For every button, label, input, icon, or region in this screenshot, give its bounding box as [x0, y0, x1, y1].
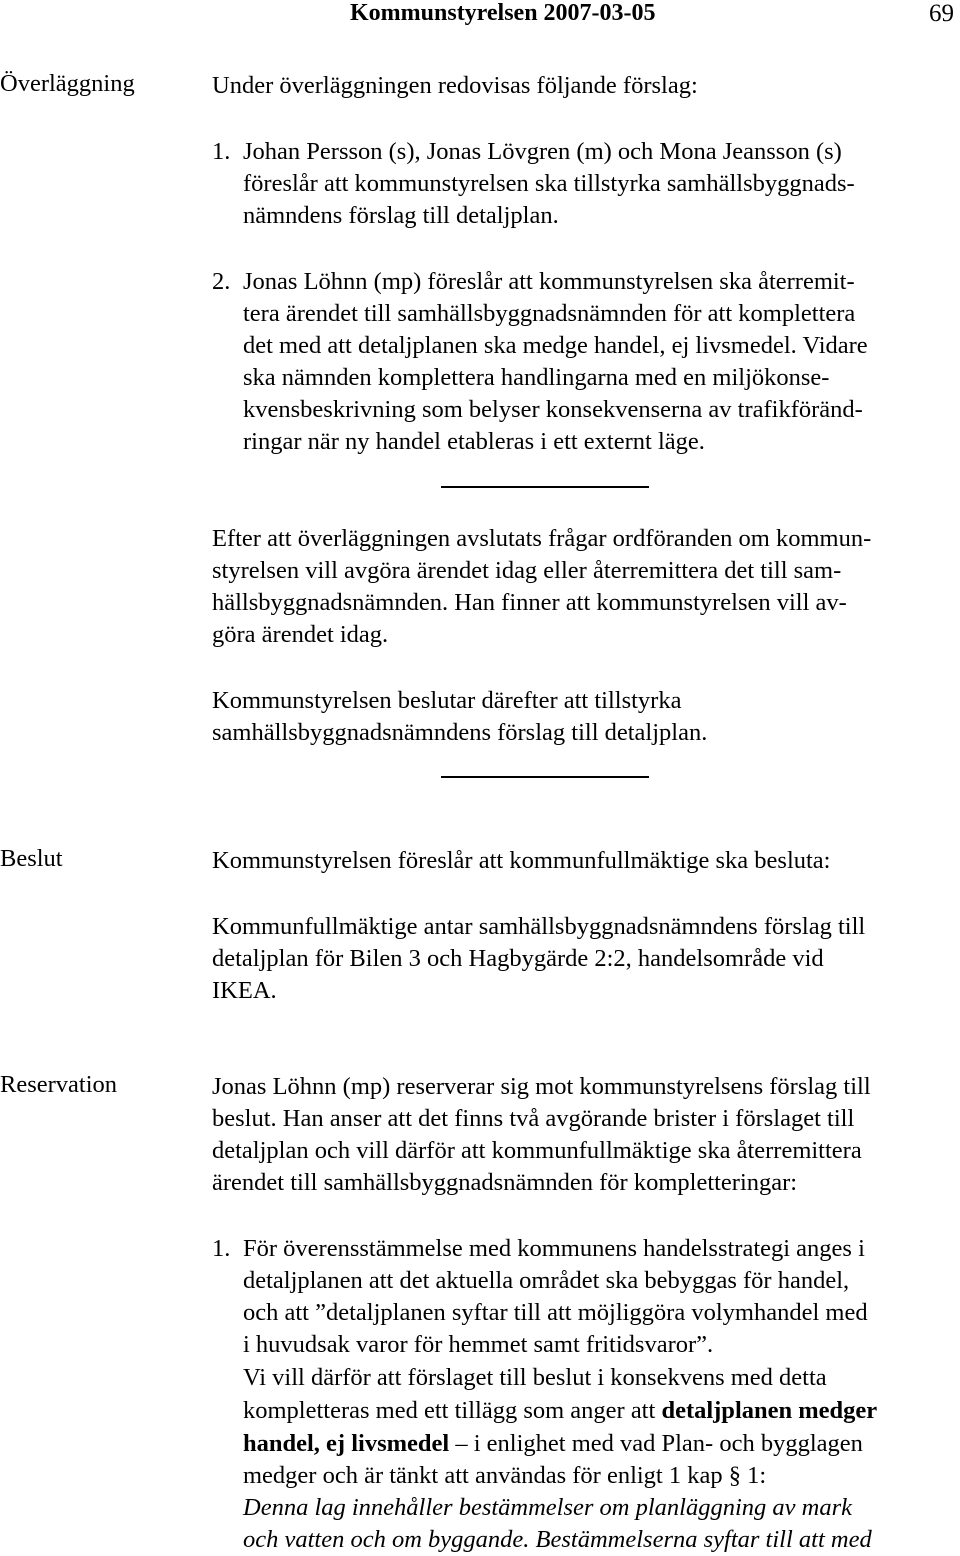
text-line: medger och är tänkt att användas för enligt 1 kap § 1:	[243, 1462, 767, 1489]
text-line: nämndens förslag till detaljplan.	[243, 202, 559, 229]
document-header-title: Kommunstyrelsen 2007-03-05	[350, 0, 656, 26]
overlaggning-intro: Under överläggningen redovisas följande förslag:	[212, 72, 698, 99]
text-line: IKEA.	[212, 977, 277, 1004]
text-line	[243, 1395, 877, 1427]
section-label-overlaggning: Överläggning	[0, 70, 135, 97]
text-line: ska nämnden komplettera handlingarna med en miljökonse-	[243, 364, 830, 391]
text-line: tera ärendet till samhällsbyggnadsnämnden för att komplettera	[243, 300, 856, 327]
beslut-intro: Kommunstyrelsen föreslår att kommunfullmäktige ska besluta:	[212, 847, 831, 874]
text-line: och att ”detaljplanen syftar till att möjliggöra volymhandel med	[243, 1299, 868, 1326]
reservation-item-1-number: 1.	[212, 1235, 231, 1262]
text-run: kompletteras med ett tillägg som anger att	[243, 1397, 662, 1424]
text-line: ärendet till samhällsbyggnadsnämnden för kompletteringar:	[212, 1169, 798, 1196]
italic-text: Denna lag innehåller bestämmelser om planläggning av mark	[243, 1494, 853, 1521]
text-line: Jonas Löhnn (mp) föreslår att kommunstyrelsen ska återremit-	[243, 268, 855, 295]
text-line: samhällsbyggnadsnämndens förslag till detaljplan.	[212, 719, 708, 746]
proposal-1-number: 1.	[212, 138, 231, 165]
text-line: detaljplan och vill därför att kommunfullmäktige ska återremittera	[212, 1137, 862, 1164]
page-number: 69	[929, 0, 954, 27]
italic-text: och vatten och om byggande. Bestämmelserna syftar till att med	[243, 1526, 872, 1553]
text-line: Kommunfullmäktige antar samhällsbyggnadsnämndens förslag till	[212, 913, 866, 940]
text-line: detaljplanen att det aktuella området ska bebyggas för handel,	[243, 1267, 850, 1294]
text-line: hällsbyggnadsnämnden. Han finner att kommunstyrelsen vill av-	[212, 589, 847, 616]
italic-quote-line	[243, 1524, 872, 1556]
text-line: Kommunstyrelsen beslutar därefter att tillstyrka	[212, 687, 682, 714]
text-line: För överensstämmelse med kommunens handelsstrategi anges i	[243, 1235, 865, 1262]
text-line: detaljplan för Bilen 3 och Hagbygärde 2:2, handelsområde vid	[212, 945, 824, 972]
section-label-reservation: Reservation	[0, 1071, 118, 1098]
text-run: – i enlighet med vad Plan- och bygglagen	[449, 1430, 863, 1457]
text-line: styrelsen vill avgöra ärendet idag eller återremittera det till sam-	[212, 557, 842, 584]
text-line: ringar när ny handel etableras i ett externt läge.	[243, 428, 705, 455]
section-label-beslut: Beslut	[0, 845, 63, 872]
bold-emphasis: handel, ej livsmedel	[243, 1430, 450, 1457]
separator-rule	[441, 486, 649, 488]
proposal-2-number: 2.	[212, 268, 231, 295]
text-line: Efter att överläggningen avslutats frågar ordföranden om kommun-	[212, 525, 872, 552]
text-line: Johan Persson (s), Jonas Lövgren (m) och Mona Jeansson (s)	[243, 138, 842, 165]
text-line: i huvudsak varor för hemmet samt fritidsvaror”.	[243, 1331, 714, 1358]
text-line: det med att detaljplanen ska medge handel, ej livsmedel. Vidare	[243, 332, 868, 359]
separator-rule	[441, 776, 649, 778]
text-line: föreslår att kommunstyrelsen ska tillstyrka samhällsbyggnads-	[243, 170, 855, 197]
italic-quote-line	[243, 1492, 852, 1524]
text-line: beslut. Han anser att det finns två avgörande brister i förslaget till	[212, 1105, 855, 1132]
text-line	[243, 1428, 863, 1460]
text-line: Jonas Löhnn (mp) reserverar sig mot kommunstyrelsens förslag till	[212, 1073, 871, 1100]
text-line: kvensbeskrivning som belyser konsekvenserna av trafikföränd-	[243, 396, 863, 423]
bold-emphasis: detaljplanen medger	[661, 1397, 878, 1424]
text-line: göra ärendet idag.	[212, 621, 389, 648]
text-line: Vi vill därför att förslaget till beslut i konsekvens med detta	[243, 1364, 827, 1391]
